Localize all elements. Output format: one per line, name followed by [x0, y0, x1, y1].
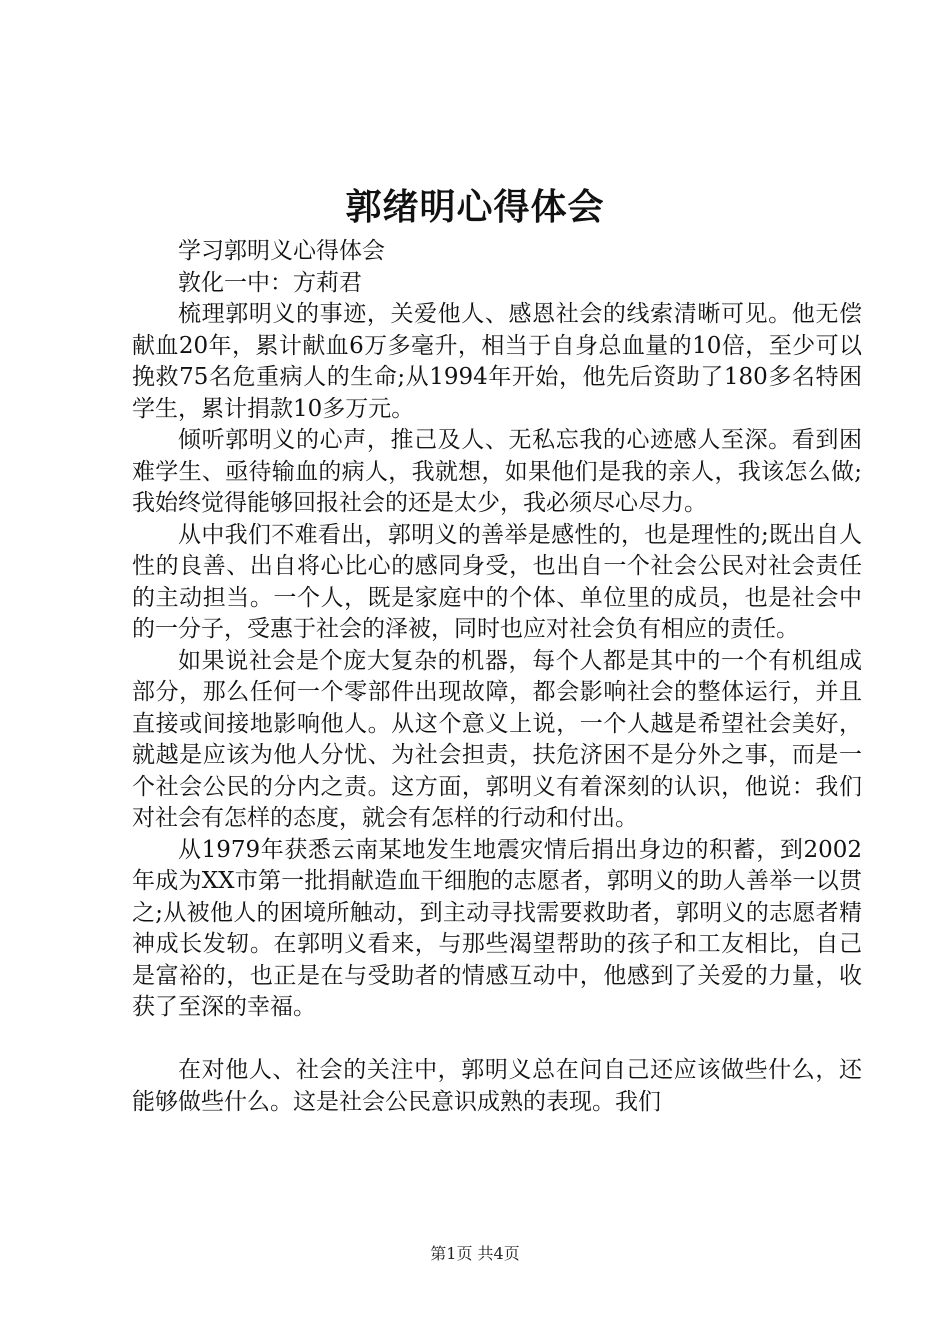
- document-title: 郭绪明心得体会: [345, 186, 605, 228]
- document-body: [132, 236, 862, 1118]
- document-subtitle: 学习郭明义心得体会: [178, 238, 385, 264]
- paragraph: 在对他人、社会的关注中，郭明义总在问自己还应该做些什么，还能够做些什么。这是社会公民意识成熟的表现。我们: [132, 1057, 862, 1115]
- paragraph: 倾听郭明义的心声，推己及人、无私忘我的心迹感人至深。看到困难学生、亟待输血的病人，我就想，如果他们是我的亲人，我该怎么做;我始终觉得能够回报社会的还是太少，我必须尽心尽力。: [132, 427, 862, 516]
- paragraph: 从1979年获悉云南某地发生地震灾情后捐出身边的积蓄，到2002年成为XX市第一批捐献造血干细胞的志愿者，郭明义的助人善举一以贯之;从被他人的困境所触动，到主动寻找需要救助者，郭明义的志愿者精神成长发轫。在郭明义看来，与那些渴望帮助的孩子和工友相比，自己是富裕的，也正是在与受助者的情感互动中，他感到了关爱的力量，收获了至深的幸福。: [132, 836, 862, 1020]
- paragraph: 如果说社会是个庞大复杂的机器，每个人都是其中的一个有机组成部分，那么任何一个零部件出现故障，都会影响社会的整体运行，并且直接或间接地影响他人。从这个意义上说，一个人越是希望社会美好，就越是应该为他人分忧、为社会担责，扶危济困不是分外之事，而是一个社会公民的分内之责。这方面，郭明义有着深刻的认识，他说：我们对社会有怎样的态度，就会有怎样的行动和付出。: [132, 647, 862, 831]
- paragraph: 梳理郭明义的事迹，关爱他人、感恩社会的线索清晰可见。他无偿献血20年，累计献血6万多毫升，相当于自身总血量的10倍，至少可以挽救75名危重病人的生命;从1994年开始，他先后资助了180多名特困学生，累计捐款10多万元。: [132, 301, 862, 422]
- paragraph-gap: [132, 1024, 862, 1056]
- author-line: 敦化一中：方莉君: [178, 269, 362, 296]
- paragraph: 从中我们不难看出，郭明义的善举是感性的，也是理性的;既出自人性的良善、出自将心比心的感同身受，也出自一个社会公民对社会责任的主动担当。一个人，既是家庭中的个体、单位里的成员，也是社会中的一分子，受惠于社会的泽被，同时也应对社会负有相应的责任。: [132, 521, 862, 642]
- page-footer: 第1页 共4页: [430, 1244, 520, 1263]
